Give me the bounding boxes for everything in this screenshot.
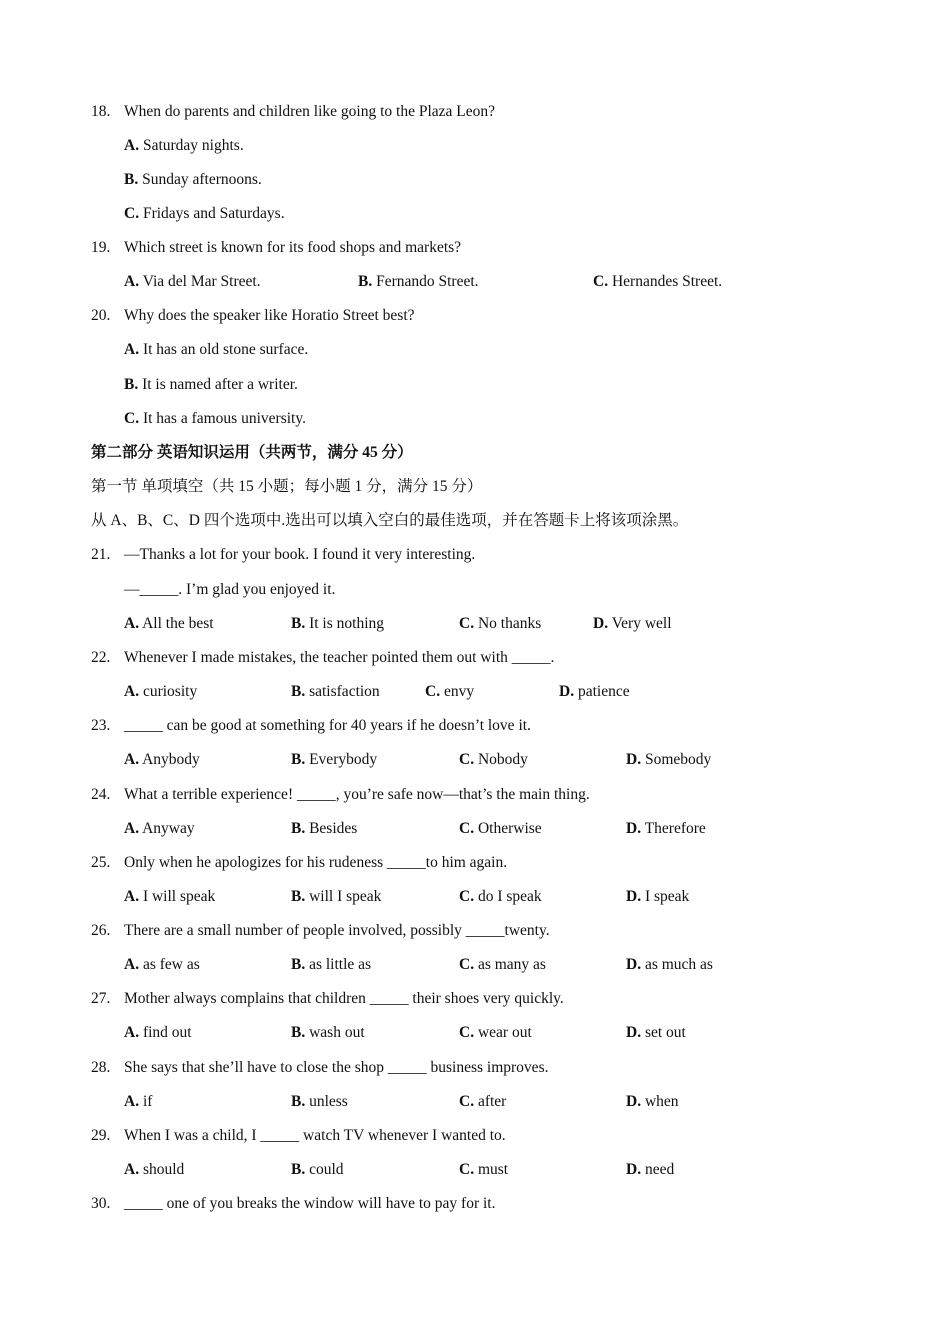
option-c: C. Hernandes Street. <box>593 273 723 290</box>
option-a: A. if <box>124 1093 153 1110</box>
part-title: 第二部分 英语知识运用（共两节，满分 45 分） <box>91 444 413 461</box>
option-d: D. set out <box>626 1024 686 1041</box>
question-number: 23. <box>91 717 111 734</box>
question-stem: Which street is known for its food shops and markets? <box>124 239 462 256</box>
option-a: A. All the best <box>124 615 214 632</box>
option-c: C. must <box>459 1161 509 1178</box>
option-d: D. as much as <box>626 956 713 973</box>
question-stem: When I was a child, I _____ watch TV whenever I wanted to. <box>124 1127 506 1144</box>
option-c: C. No thanks <box>459 615 542 632</box>
option-b: B. Fernando Street. <box>358 273 479 290</box>
option-a: A. find out <box>124 1024 192 1041</box>
option-c: C. do I speak <box>459 888 542 905</box>
option-d: D. Somebody <box>626 751 712 768</box>
option-b: B. could <box>291 1161 344 1178</box>
option-d: D. I speak <box>626 888 690 905</box>
option-d: D. need <box>626 1161 675 1178</box>
question-number: 20. <box>91 307 111 324</box>
question-number: 25. <box>91 854 111 871</box>
question-stem: _____ can be good at something for 40 years if he doesn’t love it. <box>124 717 531 734</box>
option-d: D. patience <box>559 683 630 700</box>
option-a: A. I will speak <box>124 888 216 905</box>
question-stem: Whenever I made mistakes, the teacher pointed them out with _____. <box>124 649 555 666</box>
question-number: 18. <box>91 103 111 120</box>
option-a: A. curiosity <box>124 683 198 700</box>
option-d: D. when <box>626 1093 679 1110</box>
option-b: B. will I speak <box>291 888 382 905</box>
option-a: A. as few as <box>124 956 200 973</box>
option-c: C. after <box>459 1093 507 1110</box>
question-stem: Mother always complains that children _____ their shoes very quickly. <box>124 990 564 1007</box>
question-number: 24. <box>91 786 111 803</box>
option-a: A. Anybody <box>124 751 200 768</box>
option-b: B. It is named after a writer. <box>124 376 298 393</box>
option-c: C. Otherwise <box>459 820 542 837</box>
option-c: C. Nobody <box>459 751 528 768</box>
question-number: 19. <box>91 239 111 256</box>
question-stem: Why does the speaker like Horatio Street best? <box>124 307 415 324</box>
question-number: 30. <box>91 1195 111 1212</box>
option-a: A. Via del Mar Street. <box>124 273 261 290</box>
option-b: B. wash out <box>291 1024 365 1041</box>
option-a: A. It has an old stone surface. <box>124 341 309 358</box>
option-d: D. Very well <box>593 615 672 632</box>
option-a: A. should <box>124 1161 185 1178</box>
option-c: C. envy <box>425 683 475 700</box>
option-c: C. wear out <box>459 1024 532 1041</box>
question-number: 27. <box>91 990 111 1007</box>
option-b: B. unless <box>291 1093 348 1110</box>
option-b: B. Everybody <box>291 751 378 768</box>
instruction-text: 从 A、B、C、D 四个选项中.选出可以填入空白的最佳选项，并在答题卡上将该项涂黑。 <box>91 512 689 529</box>
question-number: 26. <box>91 922 111 939</box>
option-b: B. Sunday afternoons. <box>124 171 262 188</box>
option-b: B. Besides <box>291 820 358 837</box>
option-b: B. satisfaction <box>291 683 380 700</box>
option-c: C. It has a famous university. <box>124 410 306 427</box>
question-stem: Only when he apologizes for his rudeness _____to him again. <box>124 854 508 871</box>
subsection-title: 第一节 单项填空（共 15 小题；每小题 1 分，满分 15 分） <box>91 478 483 495</box>
option-c: C. as many as <box>459 956 546 973</box>
option-b: B. It is nothing <box>291 615 385 632</box>
question-number: 22. <box>91 649 111 666</box>
question-number: 21. <box>91 546 111 563</box>
question-number: 29. <box>91 1127 111 1144</box>
option-c: C. Fridays and Saturdays. <box>124 205 285 222</box>
question-stem: _____ one of you breaks the window will have to pay for it. <box>124 1195 496 1212</box>
question-stem: There are a small number of people involved, possibly _____twenty. <box>124 922 550 939</box>
question-stem: When do parents and children like going to the Plaza Leon? <box>124 103 496 120</box>
question-stem: She says that she’ll have to close the shop _____ business improves. <box>124 1059 549 1076</box>
option-a: A. Saturday nights. <box>124 137 244 154</box>
option-b: B. as little as <box>291 956 372 973</box>
question-number: 28. <box>91 1059 111 1076</box>
question-stem-reply: —_____. I’m glad you enjoyed it. <box>124 581 336 598</box>
option-d: D. Therefore <box>626 820 706 837</box>
question-stem: What a terrible experience! _____, you’re safe now—that’s the main thing. <box>124 786 590 803</box>
question-stem: —Thanks a lot for your book. I found it very interesting. <box>124 546 476 563</box>
option-a: A. Anyway <box>124 820 195 837</box>
